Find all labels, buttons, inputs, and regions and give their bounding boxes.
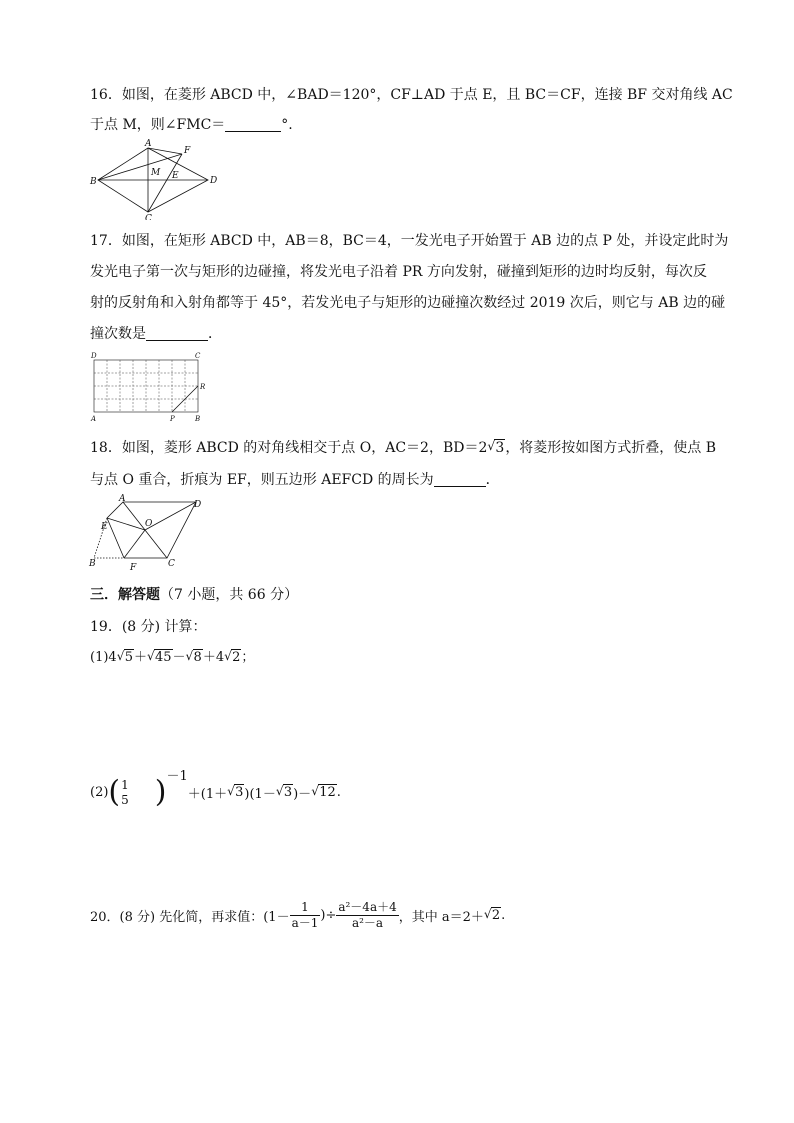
- segment-fo: [124, 530, 145, 558]
- frac1-den: a－1: [291, 916, 319, 930]
- sqrt-3a-radicand: 3: [235, 785, 244, 800]
- q17-line3: 射的反射角和入射角都等于 45°，若发光电子与矩形的边碰撞次数经过 2019 次后，则它与 AB 边的碰: [90, 295, 726, 311]
- label-F: F: [130, 563, 137, 572]
- sqrt-2-q20-radicand: 2: [491, 908, 501, 923]
- q19-part1: [90, 646, 254, 665]
- frac2-den: a²－a: [351, 916, 384, 930]
- q19-head: 19．(8 分) 计算：: [90, 619, 207, 635]
- sqrt-2-q20: [484, 908, 501, 923]
- q18-line1-text: 18．如图，菱形 ABCD 的对角线相交于点 O，AC＝2，BD＝2: [90, 440, 488, 456]
- sqrt-3a: [227, 785, 244, 800]
- q18-figure: [88, 492, 212, 572]
- label-D: D: [210, 176, 218, 186]
- label-A: A: [145, 139, 152, 149]
- fraction-1-5: [119, 778, 131, 808]
- q19-p2-end: .: [336, 785, 341, 800]
- q18-line1-end: ，将菱形按如图方式折叠，使点 B: [505, 440, 717, 456]
- q18-line2: [90, 469, 500, 489]
- q20-head: 20．(8 分) 先化简，再求值：(1－: [90, 910, 290, 925]
- q16-line2-end: °.: [281, 117, 293, 133]
- q17-line4-end: ．: [208, 326, 222, 342]
- q20-end: .: [501, 908, 506, 923]
- section-note: （7 小题，共 66 分）: [160, 587, 299, 603]
- grid-lines: [94, 360, 198, 412]
- q17-line4-text: 撞次数是: [90, 326, 146, 342]
- label-E: E: [172, 171, 179, 181]
- label-M: M: [151, 168, 161, 178]
- folded-part: [94, 518, 124, 558]
- q17-figure: [88, 350, 212, 424]
- sqrt-45: [147, 650, 173, 665]
- label-B: B: [89, 559, 96, 569]
- label-R: R: [200, 383, 206, 391]
- q20-tail: ，其中 a＝2＋: [398, 910, 484, 925]
- q18-line2-text: 与点 O 重合，折痕为 EF，则五边形 AEFCD 的周长为: [90, 472, 434, 488]
- frac1-num: 1: [290, 900, 321, 916]
- q19-p1-prefix: (1)4: [90, 650, 117, 665]
- label-A: A: [119, 494, 126, 504]
- q19-p1-plus: ＋: [133, 650, 147, 665]
- left-paren: (: [108, 774, 121, 810]
- segment-eo: [107, 518, 145, 530]
- sqrt-12: [311, 785, 337, 800]
- fraction-1-over-a-minus-1: [290, 900, 321, 931]
- fold-line-ef: [107, 518, 124, 558]
- q20-div: )÷: [320, 908, 337, 923]
- label-C: C: [145, 214, 152, 220]
- q17-line2: 发光电子第一次与矩形的边碰撞，将发光电子沿着 PR 方向发射，碰撞到矩形的边时均反射，每次反: [90, 264, 707, 280]
- label-C: C: [195, 352, 201, 360]
- label-F: F: [184, 146, 191, 156]
- q19-p2-mid: ＋(1＋: [187, 787, 228, 802]
- sqrt-8: [186, 650, 203, 665]
- q20-line: [90, 900, 505, 931]
- label-C: C: [168, 559, 175, 569]
- label-P: P: [170, 415, 175, 423]
- label-E: E: [101, 522, 108, 532]
- frac2-num: a²－4a＋4: [338, 900, 397, 914]
- q19-p1-plus2: ＋4: [202, 650, 225, 665]
- sqrt-12-radicand: 12: [319, 785, 336, 800]
- sqrt-5-radicand: 5: [124, 650, 133, 665]
- sqrt-2-radicand: 2: [232, 650, 241, 665]
- label-B: B: [195, 415, 201, 423]
- q16-line2-text: 于点 M，则∠FMC＝: [90, 117, 226, 133]
- q19-p2-exponent: －1: [166, 769, 188, 784]
- label-B: B: [90, 177, 97, 187]
- answer-blank-q17[interactable]: [146, 326, 208, 341]
- sqrt-3b: [276, 785, 293, 800]
- section-heading: [90, 584, 298, 604]
- label-D: D: [91, 352, 97, 360]
- section-title: 三．解答题: [90, 587, 160, 603]
- sqrt-3b-radicand: 3: [283, 785, 293, 800]
- q18-line2-end: ．: [485, 472, 500, 488]
- q18-line1: [90, 437, 716, 457]
- label-A: A: [91, 415, 97, 423]
- q16-figure: [88, 138, 218, 220]
- q19-part2: [90, 765, 341, 808]
- fraction-1-5-num: 1: [121, 777, 129, 792]
- q19-p1-minus: －: [172, 650, 186, 665]
- q19-p1-end: ；: [241, 650, 255, 665]
- q19-p2-mid2: )(1－: [244, 787, 276, 802]
- sqrt-5: [117, 650, 134, 665]
- sqrt-3-radicand: 3: [495, 440, 505, 456]
- fraction-1-5-den: 5: [121, 792, 129, 807]
- q16-line2: [90, 114, 293, 134]
- fraction-a2-4a-4-over-a2-a: [336, 900, 398, 931]
- right-paren: ): [154, 774, 167, 810]
- sqrt-2: [224, 650, 241, 665]
- sqrt-45-radicand: 45: [154, 650, 172, 665]
- q17-line1: 17．如图，在矩形 ABCD 中，AB＝8，BC＝4，一发光电子开始置于 AB 边的点 P 处，并设定此时为: [90, 233, 729, 249]
- q19-p2-prefix: (2): [90, 785, 109, 800]
- sqrt-3: [487, 440, 505, 456]
- q17-line4: [90, 323, 222, 343]
- q16-line1: 16．如图，在菱形 ABCD 中，∠BAD＝120°，CF⊥AD 于点 E，且 BC＝CF，连接 BF 交对角线 AC: [90, 87, 733, 103]
- answer-blank-q18[interactable]: [434, 472, 486, 487]
- q19-p2-mid3: )－: [293, 787, 312, 802]
- answer-blank-q16[interactable]: [225, 117, 281, 132]
- label-O: O: [145, 519, 153, 529]
- label-D: D: [194, 500, 202, 510]
- sqrt-8-radicand: 8: [193, 650, 202, 665]
